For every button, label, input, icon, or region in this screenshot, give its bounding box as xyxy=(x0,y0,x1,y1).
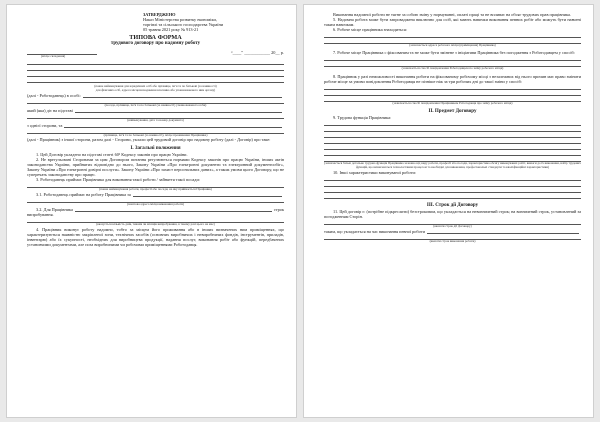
field-caption: (вказати строк виконання роботи) xyxy=(429,238,476,243)
worker-paragraph: (далі - Працівник) з іншої сторони, разом далі - Сторони, уклали цей трудовий договір про надомну роботу (далі - Договір) про таке: xyxy=(27,137,271,143)
clause: Виконання надомної роботи не тягне за собою зміну у нормуванні, оплаті праці та не впливає на обсяг трудових прав працівника. xyxy=(333,12,572,17)
field-caption: (вказується кількість днів, тижнів чи місяців випробування, в такому разі цього не має) xyxy=(96,221,215,226)
field-caption: (зазначається спосіб повідомлення Працівником Роботодавця про зміну робочого місця) xyxy=(392,101,513,106)
document-page-2 xyxy=(303,4,594,418)
approval-title: ЗАТВЕРДЖЕНО xyxy=(143,12,176,17)
clause: випробування. xyxy=(27,211,54,217)
field-caption: (вказати строк дії Договору) xyxy=(433,224,472,229)
blank-line[interactable] xyxy=(75,207,272,212)
date-field[interactable]: “____” ____________ 20__ р. xyxy=(230,50,284,56)
clause: 9. Трудова функція Працівника: xyxy=(333,115,392,121)
org-label: (далі - Роботодавець) в особі: xyxy=(27,92,81,98)
clause: 4. Працівник виконує роботу надомно, тобто за місцем його проживання або в інших визначених ним приміщеннях, що характеризуються наявністю закріпленої зони, технічних засобів (основних виробничих і невиробничих фондів, інструментів, приладів, інвентарю) або їх сукупності, необхідних для виробництва продукції, надання послуг, виконання робіт або функцій, передбачених установчими документами, але поза виробничими чи робочими приміщеннями Роботодавця. xyxy=(27,226,284,248)
place-caption: (місце складення) xyxy=(41,54,66,59)
blank-line[interactable] xyxy=(64,123,282,128)
field-caption: (поштова адреса місця виконання роботи) xyxy=(126,201,185,206)
field-caption: (найменування, дата та номер документа) xyxy=(127,117,184,122)
approval-line: торгівлі та сільського господарства України xyxy=(143,22,224,28)
field-caption: (посада, прізвище, ім’я та по батькові (за наявності) уповноваженої особи) xyxy=(104,102,207,107)
clause: 10. Інші характеристики виконуваної роботи: xyxy=(333,169,416,175)
section-heading: III. Строк дії Договору xyxy=(426,202,479,208)
clause: 3.1. Роботодавець приймає на роботу Працівника за xyxy=(36,191,131,197)
clause-end: строк xyxy=(273,206,284,212)
blank-line[interactable] xyxy=(427,229,579,234)
side-label: з однієї сторони, та xyxy=(27,122,63,128)
field-caption: (зазначається спосіб повідомлення Роботодавцем по зміну робочого місця) xyxy=(401,66,504,71)
field-caption: (зазначається адреса робочого місця (приміщення) Працівника) xyxy=(409,43,496,48)
clause: 8. Працівник у разі неможливості виконання роботи на фіксованому робочому місці з незалежних від нього причин має право змінити робоче місце за умови повідомлення Роботодавця не пізніше ніж за три робочих дні до такої зміни у спосіб: xyxy=(324,74,581,85)
clause: 6. Робоче місце працівника знаходиться: xyxy=(333,27,407,33)
approval-line: 05 травня 2021 року № 913-21 xyxy=(143,27,199,33)
clause: 2. Не врегульовані Сторонами за цим Договором питання регулюються нормами Кодексу законів про працю України, інших актів законодавства України, прийнятих відповідно до нього, Закону України «Про електронні документи та електронний документообіг», Закону України «Про електронні довірчі послуги». Закону України «Про захист персональних даних», а також умови цього Договору, що не суперечать законодавству про працю. xyxy=(27,156,284,177)
field-caption: (повне найменування для юридичних осіб або прізвище, ім’я та по батькові (за наявності) xyxy=(94,84,217,89)
document-title: ТИПОВА ФОРМА xyxy=(129,34,182,42)
document-page-1 xyxy=(6,4,297,418)
approval-line: Наказ Міністерства розвитку економіки, xyxy=(143,17,217,23)
field-caption: (зазначається більш детально трудова функція Працівника залежно від виду роботи, професії або посади, характеристика обсягу виконуваних робіт, вимоги до їх виконання, набір трудових функцій, що визначаються технологічним процесом та необхідні для виконання, професіональні стандарти та кваліфікаційні характеристики) xyxy=(324,161,581,169)
blank-line[interactable] xyxy=(83,93,282,98)
clause: 5. Надомна робота може бути запроваджена виключно для осіб, які мають навички виконання певних робіт або можуть бути навчені таким навичкам. xyxy=(324,17,581,28)
section-heading: II. Предмет Договору xyxy=(428,109,477,115)
acting-label: який (яка) діє на підставі xyxy=(27,107,73,113)
approval-block xyxy=(143,12,284,32)
section-heading: I. Загальні положення xyxy=(130,145,181,151)
blank-line[interactable] xyxy=(133,192,282,197)
clause: 3. Роботодавець приймає Працівника для виконання такої роботи / зайняття такої посади: xyxy=(36,177,200,182)
clause: 7. Робоче місце Працівника с фіксованим та не може бути змінене з ініціативи Працівника без погодження з Роботодавцем у спосіб: xyxy=(333,50,575,56)
field-caption: (прізвище, ім’я та по батькові (за наявності), місце проживання Працівника) xyxy=(103,132,208,137)
clause: 1. Цей Договір укладено на підставі статті 60¹ Кодексу законів про працю України. xyxy=(36,151,188,157)
clause: 3.2. Для Працівника xyxy=(36,206,73,212)
blank-line[interactable] xyxy=(75,108,282,113)
clause: 11. Цей договір є: (потрібне підкреслити) безстроковим, що укладається на невизначений строк; на визначений строк, установлений за погодженням Сторін. xyxy=(324,208,581,219)
document-subtitle: трудового договору про надомну роботу xyxy=(110,41,201,47)
field-caption: для фізичних осіб, адреса місцезнаходження власника або уповноваженого ним органу) xyxy=(95,87,216,92)
clause: таким, що укладається на час виконання певної роботи xyxy=(324,228,425,234)
field-caption: (повне найменування роботи, професії або посади, на яку приймається Працівник) xyxy=(99,187,212,192)
